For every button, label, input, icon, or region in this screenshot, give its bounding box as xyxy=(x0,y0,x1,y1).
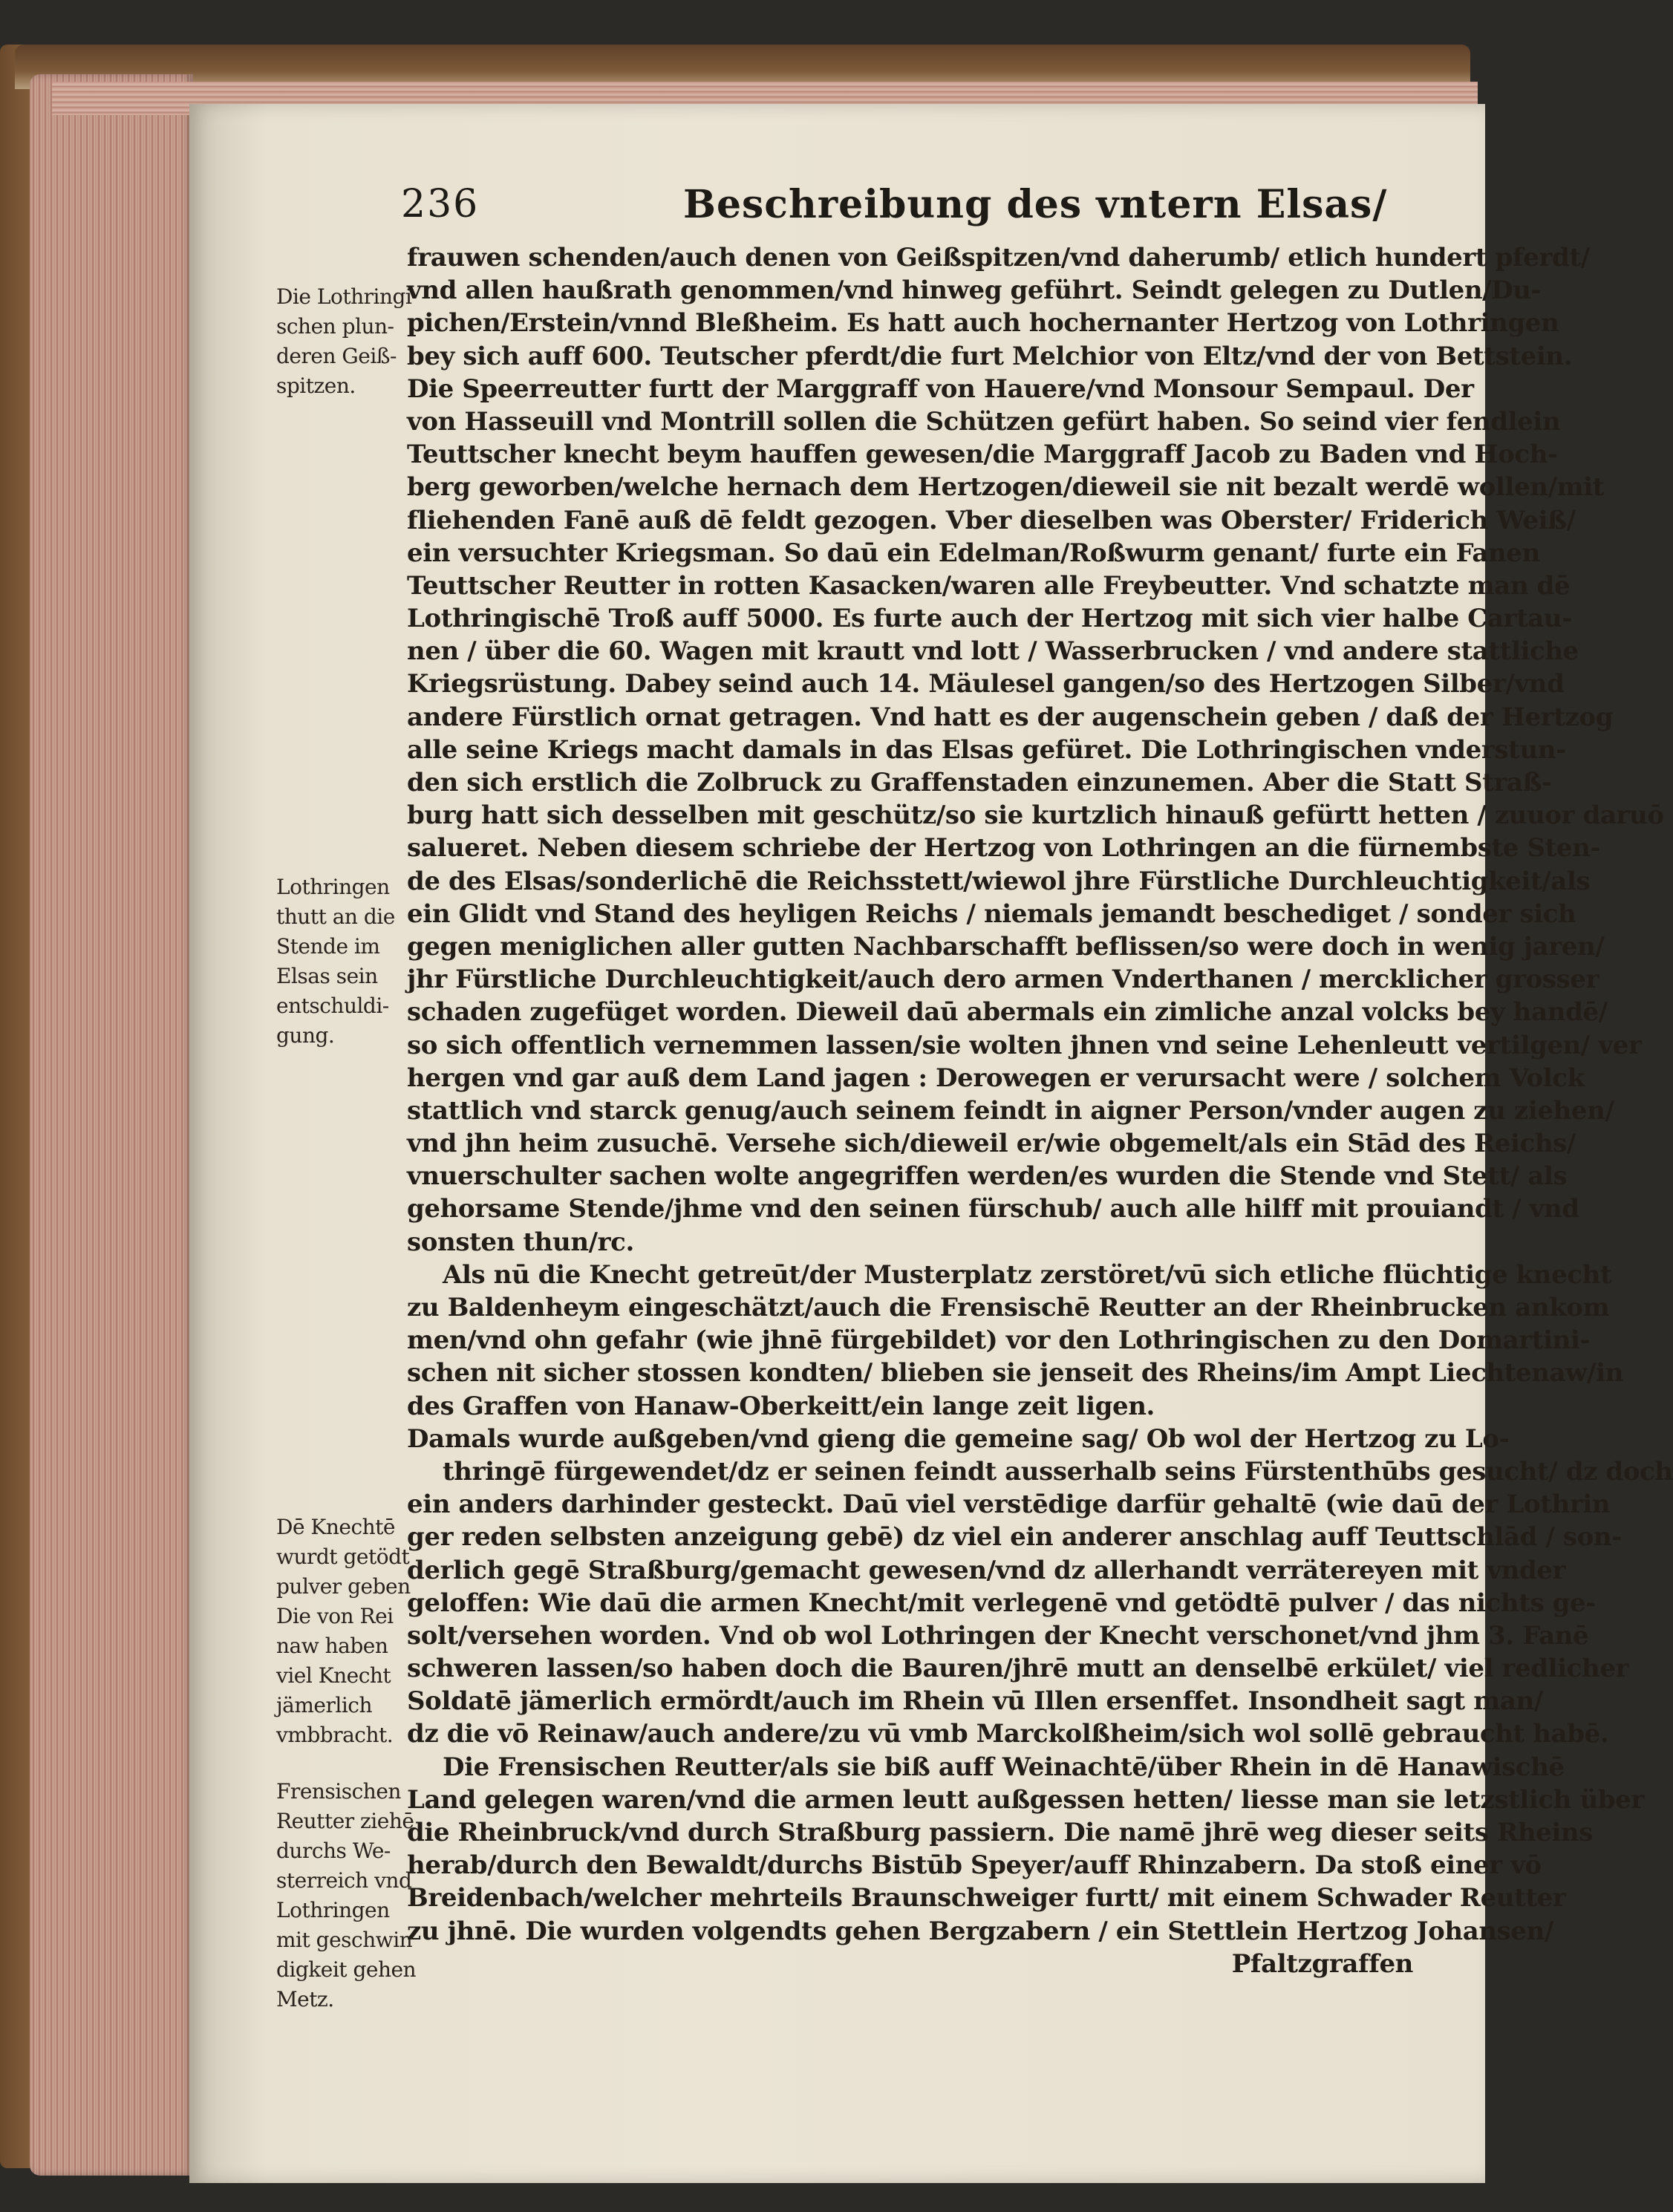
margin-note xyxy=(276,282,410,401)
text-line: Damals wurde außgeben/vnd gieng die gemeine sag/ Ob wol der Hertzog zu Lo- xyxy=(407,1423,1510,1454)
text-line: dz die vō Reinaw/auch andere/zu vū vmb Marckolßheim/sich wol sollē gebraucht habē. xyxy=(407,1719,1609,1749)
text-line: ein Glidt vnd Stand des heyligen Reichs / niemals jemandt beschediget / sonder sich xyxy=(407,898,1576,929)
text-line: thringē fürgewendet/dz er seinen feindt ausserhalb seins Fürstenthūbs gesucht/ dz doch xyxy=(443,1456,1673,1487)
margin-note-line: mit geschwin xyxy=(276,1928,413,1952)
margin-note-line: Lothringen xyxy=(276,1898,390,1922)
text-line: de des Elsas/sonderlichē die Reichsstett/wiewol jhre Fürstliche Durchleuchtigkeit/als xyxy=(407,866,1591,896)
text-line: Breidenbach/welcher mehrteils Braunschweiger furtt/ mit einem Schwader Reutter xyxy=(407,1883,1566,1914)
text-line: andere Fürstlich ornat getragen. Vnd hatt es der augenschein geben / daß der Hertzog xyxy=(407,702,1614,732)
margin-note xyxy=(276,1777,417,2014)
margin-note-line: Metz. xyxy=(276,1987,334,2012)
text-line: ein anders darhinder gesteckt. Daū viel verstēdige darfür gehaltē (wie daū der Lothrin xyxy=(407,1490,1611,1520)
text-line: men/vnd ohn gefahr (wie jhnē fürgebildet) vor den Lothringischen zu den Domartini- xyxy=(407,1325,1591,1356)
margin-note-line: Lothringen xyxy=(276,875,390,899)
text-line: Die Frensischen Reutter/als sie biß auff Weinachtē/über Rhein in dē Hanawischē xyxy=(443,1752,1565,1782)
text-line: Land gelegen waren/vnd die armen leutt außgessen hetten/ liesse man sie letzstlich über xyxy=(407,1784,1644,1815)
text-line: solt/versehen worden. Vnd ob wol Lothringen der Knecht verschonet/vnd jhm 3. Fanē xyxy=(407,1620,1589,1651)
text-line: zu Baldenheym eingeschätzt/auch die Frensischē Reutter an der Rheinbrucken ankom xyxy=(407,1293,1610,1322)
text-line: salueret. Neben diesem schriebe der Hertzog von Lothringen an die fürnembste Sten- xyxy=(407,833,1601,864)
margin-note-line: Die von Rei xyxy=(276,1604,394,1628)
margin-note-line: sterreich vnd xyxy=(276,1868,412,1893)
text-line: fliehenden Fanē auß dē feldt gezogen. Vber dieselben was Oberster/ Friderich Weiß/ xyxy=(407,505,1576,535)
margin-note-line: deren Geiß- xyxy=(276,344,397,368)
text-line: zu jhnē. Die wurden volgendts gehen Bergzabern / ein Stettlein Hertzog Johansen/ xyxy=(407,1916,1553,1946)
margin-note-line: viel Knecht xyxy=(276,1663,391,1688)
text-line: schweren lassen/so haben doch die Bauren/jhrē mutt an denselbē erkület/ viel redlicher xyxy=(407,1654,1629,1684)
text-line: Die Speerreutter furtt der Marggraff von Hauere/vnd Monsour Sempaul. Der xyxy=(407,373,1474,404)
text-line: Pfaltzgraffen xyxy=(1231,1948,1413,1979)
margin-note-line: durchs We- xyxy=(276,1839,391,1863)
margin-note-line: jämerlich xyxy=(276,1693,373,1717)
text-line: ger reden selbsten anzeigung gebē) dz viel ein anderer anschlag auff Teuttschlād / son- xyxy=(407,1522,1622,1553)
text-line: geloffen: Wie daū die armen Knecht/mit verlegenē vnd getödtē pulver / das nichts ge- xyxy=(407,1588,1596,1618)
margin-note-line: pulver geben xyxy=(276,1574,411,1599)
text-line: gegen meniglichen aller gutten Nachbarschafft beflissen/so were doch in wenig jaren/ xyxy=(407,931,1605,962)
margin-note-line: Frensischen xyxy=(276,1779,401,1804)
running-head xyxy=(401,182,1441,241)
margin-note-line: Elsas sein xyxy=(276,964,378,988)
margin-note-line: naw haben xyxy=(276,1634,388,1658)
margin-note-line: Die Lothringi xyxy=(276,284,412,309)
margin-note-line: entschuldi- xyxy=(276,994,389,1018)
margin-note-line: Dē Knechtē xyxy=(276,1515,395,1539)
margin-note-line: thutt an die xyxy=(276,904,395,929)
margin-note-line: wurdt getödt xyxy=(276,1544,410,1569)
running-head-title: Beschreibung des vntern Elsas/ xyxy=(683,182,1388,227)
text-line: gehorsame Stende/jhme vnd den seinen fürschub/ auch alle hilff mit prouiandt / vnd xyxy=(407,1194,1579,1224)
text-line: frauwen schenden/auch denen von Geißspitzen/vnd daherumb/ etlich hundert pferdt/ xyxy=(407,243,1590,273)
text-line: nen / über die 60. Wagen mit krautt vnd lott / Wasserbrucken / vnd andere stattliche xyxy=(407,636,1579,667)
text-line: von Hasseuill vnd Montrill sollen die Schützen gefürt haben. So seind vier fendlein xyxy=(407,406,1561,437)
text-line: Lothringischē Troß auff 5000. Es furte auch der Hertzog mit sich vier halbe Cartau- xyxy=(407,604,1573,634)
text-line: jhr Fürstliche Durchleuchtigkeit/auch dero armen Vnderthanen / mercklicher grosser xyxy=(407,965,1599,995)
body-text xyxy=(407,241,1673,1980)
page-number: 236 xyxy=(401,182,480,226)
text-line: herab/durch den Bewaldt/durchs Bistūb Speyer/auff Rhinzabern. Da stoß einer vō xyxy=(407,1850,1542,1881)
text-line: vnuerschulter sachen wolte angegriffen werden/es wurden die Stende vnd Stett/ als xyxy=(407,1161,1568,1192)
text-line: derlich gegē Straßburg/gemacht gewesen/vnd dz allerhandt verrätereyen mit vnder xyxy=(407,1555,1566,1585)
text-line: alle seine Kriegs macht damals in das Elsas gefüret. Die Lothringischen vnderstun- xyxy=(407,734,1566,765)
text-line: vnd allen haußrath genommen/vnd hinweg geführt. Seindt gelegen zu Dutlen/Du- xyxy=(407,275,1542,306)
text-line: burg hatt sich desselben mit geschütz/so sie kurtzlich hinauß gefürtt hetten / zuuor daruō xyxy=(407,800,1664,831)
margin-note-line: spitzen. xyxy=(276,373,356,398)
margin-note xyxy=(276,1513,410,1750)
text-line: berg geworben/welche hernach dem Hertzogen/dieweil sie nit bezalt werdē wollen/mit xyxy=(407,472,1605,503)
text-line: hergen vnd gar auß dem Land jagen : Derowegen er verursacht were / solchem Volck xyxy=(407,1063,1585,1093)
margin-note-line: schen plun- xyxy=(276,314,394,339)
text-line: stattlich vnd starck genug/auch seinem feindt in aigner Person/vnder augen zu ziehen/ xyxy=(407,1095,1614,1126)
margin-note-line: vmbbracht. xyxy=(276,1723,394,1747)
margin-note-line: digkeit gehen xyxy=(276,1957,417,1982)
text-line: sonsten thun/rc. xyxy=(407,1227,634,1257)
margin-note xyxy=(276,872,410,1051)
text-line: die Rheinbruck/vnd durch Straßburg passiern. Die namē jhrē weg dieser seits Rheins xyxy=(407,1818,1594,1847)
text-line: bey sich auff 600. Teutscher pferdt/die furt Melchior von Eltz/vnd der von Bettstein. xyxy=(407,341,1573,371)
text-line: Teuttscher knecht beym hauffen gewesen/die Marggraff Jacob zu Baden vnd Hoch- xyxy=(407,440,1558,470)
margin-note-line: Stende im xyxy=(276,934,380,959)
text-line: Teuttscher Reutter in rotten Kasacken/waren alle Freybeutter. Vnd schatzte man dē xyxy=(407,570,1571,601)
text-line: des Graffen von Hanaw-Oberkeitt/ein lange zeit ligen. xyxy=(407,1391,1155,1421)
text-line: Kriegsrüstung. Dabey seind auch 14. Mäulesel gangen/so des Hertzogen Silber/vnd xyxy=(407,669,1565,699)
margin-note-line: gung. xyxy=(276,1023,335,1048)
text-line: vnd jhn heim zusuchē. Versehe sich/dieweil er/wie obgemelt/als ein Stād des Reichs/ xyxy=(407,1129,1576,1159)
text-line: den sich erstlich die Zolbruck zu Graffenstaden einzunemen. Aber die Statt Straß- xyxy=(407,768,1552,797)
text-line: Soldatē jämerlich ermördt/auch im Rhein vū Illen ersenffet. Insondheit sagt man/ xyxy=(407,1686,1543,1717)
text-line: ein versuchter Kriegsman. So daū ein Edelman/Roßwurm genant/ furte ein Fanen xyxy=(407,538,1540,568)
text-line: so sich offentlich vernemmen lassen/sie wolten jhnen vnd seine Lehenleutt vertilgen/ ver xyxy=(407,1030,1642,1060)
text-line: Als nū die Knecht getreūt/der Musterplatz zerstöret/vū sich etliche flüchtige knecht xyxy=(443,1259,1612,1290)
page-edges xyxy=(30,74,193,2176)
margin-note-line: Reutter ziehē xyxy=(276,1809,414,1833)
text-line: pichen/Erstein/vnnd Bleßheim. Es hatt auch hochernanter Hertzog von Lothringen xyxy=(407,308,1559,339)
text-line: schaden zugefüget worden. Dieweil daū abermals ein zimliche anzal volcks bey handē/ xyxy=(407,997,1608,1028)
text-line: schen nit sicher stossen kondten/ blieben sie jenseit des Rheins/im Ampt Liechtenaw/in xyxy=(407,1358,1623,1389)
